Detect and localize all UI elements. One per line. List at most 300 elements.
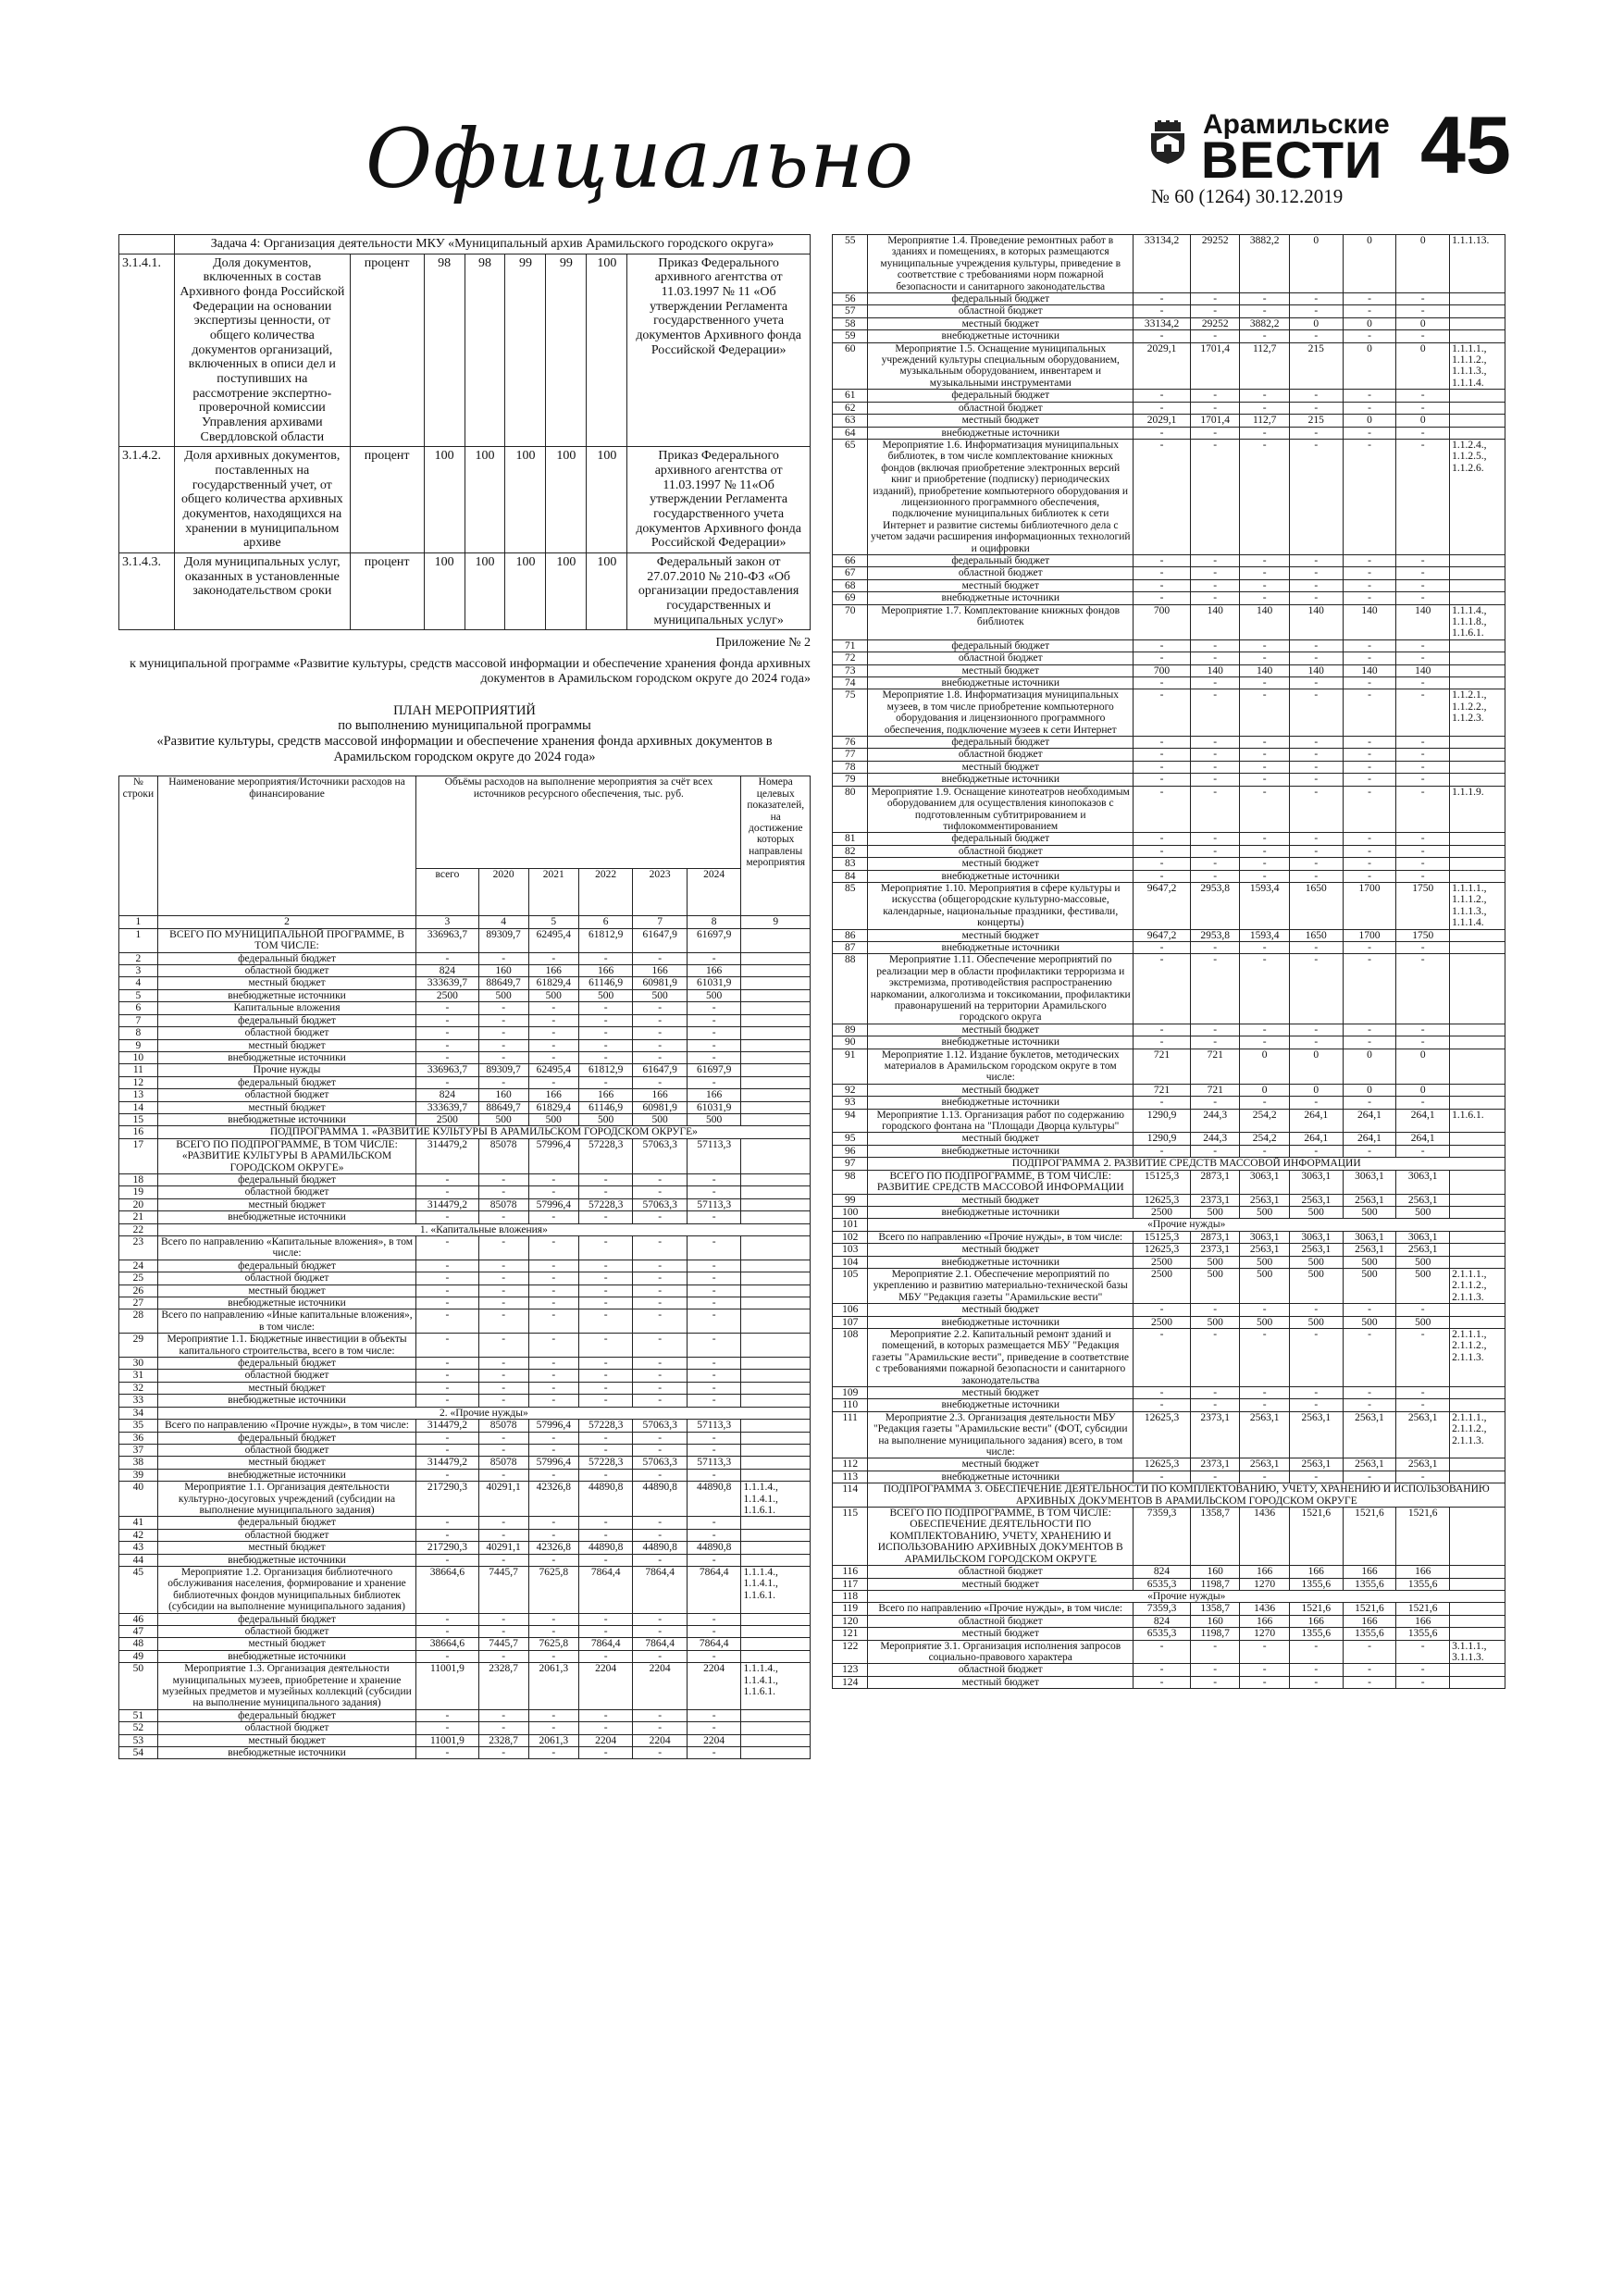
- amount-cell: 2029,1: [1134, 342, 1191, 390]
- amount-cell: -: [1240, 1036, 1289, 1049]
- amount-cell: -: [1396, 330, 1450, 342]
- plan-table-left: [118, 776, 811, 1759]
- amount-cell: -: [687, 1529, 741, 1541]
- amount-cell: 2563,1: [1343, 1194, 1396, 1206]
- activity-name: областной бюджет: [157, 1272, 416, 1285]
- amount-cell: 500: [478, 1113, 528, 1125]
- target-codes: [741, 1395, 811, 1407]
- plan-row: [833, 1194, 1505, 1206]
- row-number: 30: [119, 1358, 158, 1370]
- amount-cell: -: [1343, 774, 1396, 786]
- amount-cell: -: [1396, 579, 1450, 591]
- amount-cell: -: [687, 1027, 741, 1039]
- activity-name: местный бюджет: [868, 664, 1134, 676]
- amount-cell: 336963,7: [416, 1064, 478, 1076]
- amount-cell: -: [578, 1370, 633, 1382]
- activity-name: местный бюджет: [157, 1285, 416, 1297]
- amount-cell: -: [633, 1626, 688, 1638]
- amount-cell: 166: [1396, 1615, 1450, 1627]
- activity-name: местный бюджет: [868, 317, 1134, 329]
- amount-cell: 500: [1240, 1206, 1289, 1218]
- amount-cell: 500: [1191, 1256, 1240, 1268]
- plan-row: [119, 1529, 811, 1541]
- row-number: 80: [833, 786, 868, 833]
- plan-row: [833, 330, 1505, 342]
- row-number: 46: [119, 1613, 158, 1625]
- plan-row: [119, 1051, 811, 1063]
- row-number: 1: [119, 928, 158, 952]
- target-codes: [1450, 1578, 1505, 1590]
- amount-cell: -: [578, 1076, 633, 1088]
- amount-cell: -: [578, 1051, 633, 1063]
- amount-cell: 500: [1191, 1268, 1240, 1303]
- amount-cell: 217290,3: [416, 1542, 478, 1554]
- amount-cell: -: [687, 1285, 741, 1297]
- col-head-volumes: Объёмы расходов на выполнение мероприятия за счёт всех источников ресурсного обеспечения, тыс. руб.: [416, 776, 741, 868]
- activity-name: ВСЕГО ПО ПОДПРОГРАММЕ, В ТОМ ЧИСЛЕ: ОБЕСПЕЧЕНИЕ ДЕЯТЕЛЬНОСТИ ПО КОМПЛЕКТОВАНИЮ, УЧЕТУ, ХРАНЕНИЮ И ИСПОЛЬЗОВАНИЮ АРХИВНЫХ ДОКУМЕНТОВ В АРАМИЛЬСКОМ ГОРОДСКОМ ОКРУГЕ: [868, 1508, 1134, 1566]
- amount-cell: -: [1289, 592, 1343, 604]
- row-number: 21: [119, 1211, 158, 1223]
- amount-cell: 7864,4: [633, 1566, 688, 1613]
- target-codes: 1.1.1.9.: [1450, 786, 1505, 833]
- value-cell: 100: [505, 553, 546, 630]
- amount-cell: -: [633, 1554, 688, 1566]
- plan-row: [119, 1734, 811, 1746]
- amount-cell: 166: [528, 1089, 578, 1101]
- amount-cell: -: [1134, 870, 1191, 882]
- amount-cell: -: [478, 1444, 528, 1456]
- activity-name: областной бюджет: [157, 1370, 416, 1382]
- amount-cell: -: [1240, 330, 1289, 342]
- row-number: 27: [119, 1297, 158, 1309]
- amount-cell: -: [416, 1260, 478, 1272]
- row-number: 40: [119, 1482, 158, 1517]
- amount-cell: -: [1289, 737, 1343, 749]
- amount-cell: -: [1289, 1664, 1343, 1676]
- amount-cell: 264,1: [1343, 1133, 1396, 1145]
- plan-row: [119, 1395, 811, 1407]
- activity-name: внебюджетные источники: [157, 1297, 416, 1309]
- row-number: 49: [119, 1650, 158, 1662]
- amount-cell: -: [1396, 1676, 1450, 1688]
- activity-name: местный бюджет: [157, 1457, 416, 1469]
- amount-cell: -: [1396, 737, 1450, 749]
- activity-name: областной бюджет: [868, 402, 1134, 414]
- indicator-source: Приказ Федерального архивного агентства от 11.03.1997 № 11«Об утверждении Регламента государственного учета документов Архивного фонда Российской Федерации»: [627, 447, 811, 553]
- amount-cell: -: [687, 1358, 741, 1370]
- amount-cell: -: [478, 1626, 528, 1638]
- amount-cell: -: [1240, 677, 1289, 689]
- row-number: 5: [119, 989, 158, 1001]
- amount-cell: 1750: [1396, 929, 1450, 941]
- amount-cell: 721: [1134, 1049, 1191, 1084]
- plan-row: [119, 1014, 811, 1026]
- amount-cell: -: [528, 1002, 578, 1014]
- amount-cell: 44890,8: [578, 1482, 633, 1517]
- target-codes: 1.1.2.4., 1.1.2.5., 1.1.2.6.: [1450, 439, 1505, 554]
- activity-name: Мероприятие 2.3. Организация деятельности МБУ "Редакция газеты "Арамильские вести" (ФОТ, субсидии на выполнение муниципального задания) всего, в том числе:: [868, 1411, 1134, 1458]
- amount-cell: -: [1134, 1024, 1191, 1036]
- target-codes: [1450, 1084, 1505, 1096]
- plan-row: [833, 579, 1505, 591]
- amount-cell: -: [416, 1334, 478, 1358]
- target-codes: 1.1.1.4., 1.1.4.1., 1.1.6.1.: [741, 1482, 811, 1517]
- amount-cell: 85078: [478, 1138, 528, 1173]
- amount-cell: -: [1134, 1471, 1191, 1483]
- activity-name: местный бюджет: [868, 1133, 1134, 1145]
- row-number: 92: [833, 1084, 868, 1096]
- activity-name: Всего по направлению «Иные капитальные вложения», в том числе:: [157, 1309, 416, 1334]
- amount-cell: 160: [478, 965, 528, 977]
- column-number: 6: [578, 916, 633, 928]
- amount-cell: 500: [633, 989, 688, 1001]
- amount-cell: 2563,1: [1396, 1244, 1450, 1256]
- amount-cell: 1701,4: [1191, 415, 1240, 427]
- target-codes: [1450, 664, 1505, 676]
- amount-cell: 2204: [633, 1734, 688, 1746]
- amount-cell: 0: [1343, 235, 1396, 293]
- amount-cell: 500: [1191, 1206, 1240, 1218]
- amount-cell: -: [633, 1186, 688, 1198]
- amount-cell: -: [633, 1173, 688, 1185]
- amount-cell: -: [478, 1076, 528, 1088]
- amount-cell: -: [1134, 1640, 1191, 1664]
- plan-row: [833, 1628, 1505, 1640]
- plan-row: [833, 567, 1505, 579]
- amount-cell: 0: [1343, 342, 1396, 390]
- plan-row: [833, 427, 1505, 439]
- amount-cell: -: [478, 1395, 528, 1407]
- plan-row: [833, 954, 1505, 1024]
- section-heading: 2. «Прочие нужды»: [157, 1407, 810, 1419]
- plan-row: [119, 1457, 811, 1469]
- target-codes: 1.1.1.4., 1.1.4.1., 1.1.6.1.: [741, 1663, 811, 1710]
- amount-cell: 314479,2: [416, 1138, 478, 1173]
- amount-cell: -: [416, 1650, 478, 1662]
- target-codes: [1450, 639, 1505, 652]
- plan-row: [119, 1566, 811, 1613]
- amount-cell: -: [1240, 1097, 1289, 1109]
- target-codes: [741, 1370, 811, 1382]
- plan-row: [119, 1223, 811, 1235]
- activity-name: Мероприятие 1.5. Оснащение муниципальных учреждений культуры специальным оборудованием, музыкальным оборудованием, инвентарем и музыкальными инструментами: [868, 342, 1134, 390]
- amount-cell: -: [1134, 1664, 1191, 1676]
- amount-cell: -: [1396, 858, 1450, 870]
- plan-row: [119, 1309, 811, 1334]
- amount-cell: -: [633, 1027, 688, 1039]
- amount-cell: 0: [1240, 1049, 1289, 1084]
- appendix-program: к муниципальной программе «Развитие культуры, средств массовой информации и обеспечение хранения фонда архивных документов в Арамильском городском округе до 2024 года»: [130, 656, 811, 686]
- amount-cell: -: [1343, 833, 1396, 845]
- plan-row: [119, 1076, 811, 1088]
- row-number: 122: [833, 1640, 868, 1664]
- amount-cell: -: [633, 1613, 688, 1625]
- amount-cell: -: [687, 1076, 741, 1088]
- amount-cell: 3882,2: [1240, 235, 1289, 293]
- row-number: 100: [833, 1206, 868, 1218]
- activity-name: местный бюджет: [868, 1024, 1134, 1036]
- target-codes: [741, 1051, 811, 1063]
- amount-cell: 0: [1343, 1049, 1396, 1084]
- section-heading: ПОДПРОГРАММА 2. РАЗВИТИЕ СРЕДСТВ МАССОВОЙ ИНФОРМАЦИИ: [868, 1158, 1505, 1170]
- amount-cell: 2563,1: [1343, 1244, 1396, 1256]
- amount-cell: 0: [1289, 1049, 1343, 1084]
- row-number: 31: [119, 1370, 158, 1382]
- amount-cell: -: [1289, 954, 1343, 1024]
- amount-cell: -: [633, 1039, 688, 1051]
- amount-cell: -: [633, 1395, 688, 1407]
- amount-cell: -: [1240, 1024, 1289, 1036]
- amount-cell: 1436: [1240, 1508, 1289, 1566]
- amount-cell: -: [633, 1236, 688, 1260]
- amount-cell: 57113,3: [687, 1198, 741, 1210]
- activity-name: внебюджетные источники: [868, 1316, 1134, 1328]
- amount-cell: 57063,3: [633, 1198, 688, 1210]
- amount-cell: -: [528, 1260, 578, 1272]
- amount-cell: 3882,2: [1240, 317, 1289, 329]
- amount-cell: -: [1191, 439, 1240, 554]
- amount-cell: -: [1191, 1676, 1240, 1688]
- target-codes: [741, 1469, 811, 1481]
- row-number: 118: [833, 1590, 868, 1602]
- amount-cell: 1650: [1289, 882, 1343, 929]
- plan-row: [833, 402, 1505, 414]
- amount-cell: -: [1134, 786, 1191, 833]
- amount-cell: -: [528, 1297, 578, 1309]
- amount-cell: -: [687, 952, 741, 964]
- amount-cell: -: [1289, 941, 1343, 953]
- row-number: 7: [119, 1014, 158, 1026]
- amount-cell: 2373,1: [1191, 1244, 1240, 1256]
- row-number: 71: [833, 639, 868, 652]
- amount-cell: 112,7: [1240, 342, 1289, 390]
- amount-cell: -: [1134, 761, 1191, 773]
- target-codes: [741, 1444, 811, 1456]
- row-number: 44: [119, 1554, 158, 1566]
- amount-cell: -: [416, 1517, 478, 1529]
- amount-cell: -: [1343, 689, 1396, 737]
- amount-cell: -: [633, 1517, 688, 1529]
- target-codes: [1450, 1244, 1505, 1256]
- amount-cell: -: [1240, 833, 1289, 845]
- amount-cell: 2873,1: [1191, 1170, 1240, 1194]
- target-codes: [1450, 737, 1505, 749]
- amount-cell: 44890,8: [633, 1482, 688, 1517]
- amount-cell: -: [1191, 1304, 1240, 1316]
- left-column: [118, 234, 811, 1759]
- amount-cell: -: [578, 1554, 633, 1566]
- amount-cell: 2204: [578, 1734, 633, 1746]
- amount-cell: -: [1240, 639, 1289, 652]
- target-codes: 3.1.1.1., 3.1.1.3.: [1450, 1640, 1505, 1664]
- amount-cell: 1355,6: [1289, 1578, 1343, 1590]
- value-cell: 100: [465, 447, 505, 553]
- section-title: Официально: [365, 111, 915, 206]
- plan-row: [119, 1002, 811, 1014]
- amount-cell: -: [1343, 1399, 1396, 1411]
- amount-cell: -: [1396, 1387, 1450, 1399]
- amount-cell: -: [1191, 402, 1240, 414]
- row-number: 65: [833, 439, 868, 554]
- amount-cell: 38664,6: [416, 1638, 478, 1650]
- amount-cell: -: [1289, 1145, 1343, 1157]
- amount-cell: -: [687, 1626, 741, 1638]
- amount-cell: -: [478, 1382, 528, 1394]
- amount-cell: -: [1240, 305, 1289, 317]
- plan-row: [833, 1458, 1505, 1471]
- amount-cell: -: [416, 1358, 478, 1370]
- amount-cell: -: [1134, 1304, 1191, 1316]
- amount-cell: -: [478, 1709, 528, 1721]
- amount-cell: -: [416, 1432, 478, 1444]
- amount-cell: -: [1134, 579, 1191, 591]
- activity-name: внебюджетные источники: [868, 1206, 1134, 1218]
- amount-cell: -: [1396, 592, 1450, 604]
- amount-cell: -: [1343, 439, 1396, 554]
- activity-name: областной бюджет: [868, 567, 1134, 579]
- activity-name: федеральный бюджет: [157, 1432, 416, 1444]
- amount-cell: -: [687, 1517, 741, 1529]
- amount-cell: -: [1289, 439, 1343, 554]
- amount-cell: -: [1396, 1036, 1450, 1049]
- row-number: 99: [833, 1194, 868, 1206]
- amount-cell: 60981,9: [633, 1101, 688, 1113]
- activity-name: федеральный бюджет: [157, 1358, 416, 1370]
- amount-cell: -: [1240, 293, 1289, 305]
- amount-cell: -: [478, 952, 528, 964]
- amount-cell: 166: [1289, 1566, 1343, 1578]
- amount-cell: 1355,6: [1343, 1578, 1396, 1590]
- amount-cell: 166: [633, 1089, 688, 1101]
- year-header: 2020: [478, 868, 528, 916]
- row-number: 119: [833, 1603, 868, 1615]
- amount-cell: 7864,4: [578, 1638, 633, 1650]
- amount-cell: -: [1289, 786, 1343, 833]
- amount-cell: 57996,4: [528, 1138, 578, 1173]
- amount-cell: -: [1396, 689, 1450, 737]
- amount-cell: -: [1191, 833, 1240, 845]
- row-number: 34: [119, 1407, 158, 1419]
- plan-row: [833, 833, 1505, 845]
- amount-cell: -: [1396, 305, 1450, 317]
- amount-cell: 1290,9: [1134, 1109, 1191, 1133]
- row-number: 114: [833, 1483, 868, 1508]
- amount-cell: -: [1191, 579, 1240, 591]
- target-codes: [741, 1358, 811, 1370]
- amount-cell: -: [416, 1076, 478, 1088]
- unit-cell: процент: [350, 447, 424, 553]
- amount-cell: -: [687, 1469, 741, 1481]
- target-codes: [741, 928, 811, 952]
- amount-cell: -: [633, 1334, 688, 1358]
- amount-cell: -: [1240, 579, 1289, 591]
- amount-cell: 2029,1: [1134, 415, 1191, 427]
- target-codes: [741, 1554, 811, 1566]
- amount-cell: 61647,9: [633, 928, 688, 952]
- amount-cell: -: [633, 1272, 688, 1285]
- plan-row: [833, 652, 1505, 664]
- activity-name: внебюджетные источники: [868, 1471, 1134, 1483]
- activity-name: внебюджетные источники: [868, 1399, 1134, 1411]
- amount-cell: -: [478, 1747, 528, 1759]
- amount-cell: 215: [1289, 415, 1343, 427]
- amount-cell: -: [1134, 1145, 1191, 1157]
- amount-cell: 166: [1343, 1566, 1396, 1578]
- amount-cell: 824: [416, 1089, 478, 1101]
- target-codes: [1450, 652, 1505, 664]
- target-codes: [741, 1014, 811, 1026]
- activity-name: местный бюджет: [157, 1542, 416, 1554]
- amount-cell: -: [1240, 786, 1289, 833]
- activity-name: федеральный бюджет: [157, 1613, 416, 1625]
- amount-cell: 6535,3: [1134, 1628, 1191, 1640]
- amount-cell: -: [416, 1014, 478, 1026]
- target-codes: [1450, 1458, 1505, 1471]
- row-number: 112: [833, 1458, 868, 1471]
- amount-cell: 57228,3: [578, 1198, 633, 1210]
- amount-cell: 500: [633, 1113, 688, 1125]
- amount-cell: -: [1240, 749, 1289, 761]
- amount-cell: 500: [687, 989, 741, 1001]
- value-cell: 98: [465, 254, 505, 447]
- row-number: 89: [833, 1024, 868, 1036]
- amount-cell: 500: [478, 989, 528, 1001]
- amount-cell: -: [1240, 1399, 1289, 1411]
- plan-row: [833, 1231, 1505, 1243]
- row-number: 95: [833, 1133, 868, 1145]
- activity-name: внебюджетные источники: [157, 1051, 416, 1063]
- amount-cell: -: [1240, 774, 1289, 786]
- amount-cell: 2500: [1134, 1316, 1191, 1328]
- plan-row: [833, 737, 1505, 749]
- amount-cell: 333639,7: [416, 977, 478, 989]
- target-codes: [1450, 305, 1505, 317]
- amount-cell: 166: [687, 1089, 741, 1101]
- target-codes: 2.1.1.1., 2.1.1.2., 2.1.1.3.: [1450, 1268, 1505, 1303]
- activity-name: внебюджетные источники: [157, 989, 416, 1001]
- amount-cell: 2953,8: [1191, 882, 1240, 929]
- plan-row: [119, 1198, 811, 1210]
- target-codes: [741, 1285, 811, 1297]
- page-number: 45: [1420, 99, 1511, 191]
- plan-row: [833, 1328, 1505, 1386]
- amount-cell: -: [1191, 870, 1240, 882]
- target-codes: [741, 1039, 811, 1051]
- activity-name: федеральный бюджет: [868, 554, 1134, 566]
- value-cell: 100: [424, 447, 465, 553]
- row-number: 104: [833, 1256, 868, 1268]
- amount-cell: 2373,1: [1191, 1458, 1240, 1471]
- amount-cell: 166: [578, 965, 633, 977]
- row-number: 18: [119, 1173, 158, 1185]
- row-number: 66: [833, 554, 868, 566]
- target-codes: [1450, 330, 1505, 342]
- amount-cell: 500: [1343, 1206, 1396, 1218]
- amount-cell: -: [1343, 954, 1396, 1024]
- activity-name: Прочие нужды: [157, 1064, 416, 1076]
- row-number: 25: [119, 1272, 158, 1285]
- plan-row: [833, 1036, 1505, 1049]
- amount-cell: -: [1191, 749, 1240, 761]
- amount-cell: -: [1134, 941, 1191, 953]
- amount-cell: -: [1191, 1640, 1240, 1664]
- amount-cell: -: [1240, 870, 1289, 882]
- plan-row: [833, 1109, 1505, 1133]
- amount-cell: -: [1343, 1145, 1396, 1157]
- amount-cell: 500: [578, 1113, 633, 1125]
- amount-cell: 40291,1: [478, 1482, 528, 1517]
- amount-cell: -: [1396, 941, 1450, 953]
